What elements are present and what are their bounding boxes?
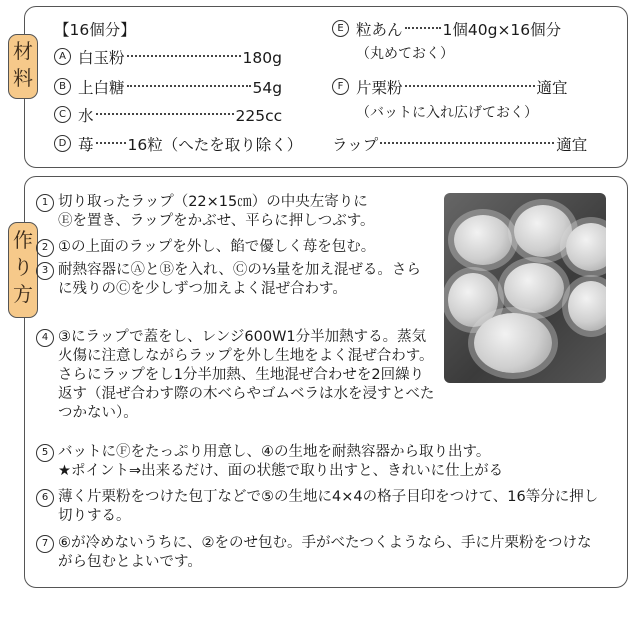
step-text: 薄く片栗粉をつけた包丁などで⑤の生地に4×4の格子目印をつけて、16等分に押し切りする。 — [58, 489, 599, 524]
step-6 — [41, 488, 603, 526]
mark-a-icon: A — [54, 48, 71, 65]
ingredient-row — [332, 135, 587, 155]
step-number: 3 — [36, 262, 54, 280]
ingredient-row — [54, 106, 282, 126]
tag-char: 作 — [13, 228, 33, 252]
mark-b-icon: B — [54, 78, 71, 95]
mochi-shape — [504, 263, 564, 313]
ingredient-row — [332, 78, 568, 98]
ingredient-row — [54, 78, 282, 98]
step-number: 6 — [36, 489, 54, 507]
tag-char: 材 — [13, 39, 33, 63]
step-text: ③にラップで蓋をし、レンジ600W1分半加熱する。蒸気火傷に注意しながらラップを外し生地をよく混ぜ合わす。さらにラップをし1分半加熱、生地混ぜ合わせを2回繰り返す（混ぜ合わす際の木べらやゴムベラは水を浸すとべたつかない）。 — [58, 329, 435, 421]
step-5 — [41, 443, 618, 481]
leader-dots — [127, 55, 241, 57]
step-2 — [41, 238, 378, 257]
step-3 — [41, 261, 428, 299]
leader-dots — [405, 27, 441, 29]
step-number: 7 — [36, 535, 54, 553]
method-tag — [8, 222, 38, 318]
leader-dots — [380, 142, 554, 144]
ingredient-row — [54, 135, 302, 155]
step-number: 1 — [36, 194, 54, 212]
ingredient-name: 苺 — [78, 136, 94, 154]
step-number: 4 — [36, 329, 54, 347]
step-1 — [41, 193, 378, 231]
ingredient-name: 水 — [78, 107, 94, 125]
ingredient-amount: 54g — [252, 79, 283, 97]
ingredient-name: 上白糖 — [78, 79, 125, 97]
ingredients-tag — [8, 34, 38, 99]
ingredient-name: 粒あん — [356, 21, 403, 39]
leader-dots — [96, 113, 234, 115]
ingredient-note: （丸めておく） — [356, 46, 454, 62]
mochi-shape — [454, 215, 512, 265]
step-7 — [41, 534, 603, 572]
mochi-shape — [474, 313, 552, 373]
ingredient-name: ラップ — [332, 136, 379, 154]
ingredient-amount: 16粒（へたを取り除く） — [127, 136, 303, 154]
step-point-note: ★ポイント⇒出来るだけ、面の状態で取り出すと、きれいに仕上がる — [58, 463, 504, 479]
step-number: 2 — [36, 239, 54, 257]
ingredient-amount: 225cc — [235, 107, 283, 125]
step-text: バットにⒻをたっぷり用意し、④の生地を耐熱容器から取り出す。 — [58, 444, 491, 460]
step-4 — [41, 328, 438, 423]
step-text: ⑥が冷めないうちに、②をのせ包む。手がべたつくようなら、手に片栗粉をつけながら包むとよいです。 — [58, 535, 592, 570]
mochi-shape — [514, 205, 572, 257]
mark-c-icon: C — [54, 106, 71, 123]
ingredient-note: （バットに入れ広げておく） — [356, 105, 538, 121]
mochi-shape — [568, 281, 606, 331]
ingredient-row — [332, 20, 561, 40]
mark-f-icon: F — [332, 78, 349, 95]
tag-char: 料 — [13, 66, 33, 90]
ingredient-amount: 適宜 — [556, 136, 588, 154]
tag-char: 方 — [13, 282, 33, 306]
ingredient-name: 白玉粉 — [78, 49, 125, 67]
tag-char: り — [13, 255, 33, 279]
step-text: 切り取ったラップ（22×15㎝）の中央左寄りにⒺを置き、ラップをかぶせ、平らに押しつぶす。 — [58, 194, 375, 229]
mark-e-icon: E — [332, 20, 349, 37]
mochi-photo — [444, 193, 606, 383]
ingredient-amount: 180g — [242, 49, 282, 67]
mochi-shape — [566, 223, 606, 271]
ingredient-name: 片栗粉 — [356, 79, 403, 97]
step-number: 5 — [36, 444, 54, 462]
mark-d-icon: D — [54, 135, 71, 152]
step-text: 耐熱容器にⒶとⒷを入れ、Ⓒの⅓量を加え混ぜる。さらに残りのⒸを少しずつ加えよく混ぜ合わす。 — [58, 262, 421, 297]
ingredient-amount: 適宜 — [536, 79, 568, 97]
step-text: ①の上面のラップを外し、餡で優しく苺を包む。 — [58, 239, 376, 255]
leader-dots — [405, 85, 535, 87]
ingredient-amount: 1個40g×16個分 — [442, 21, 562, 39]
leader-dots — [127, 85, 251, 87]
leader-dots — [96, 142, 126, 144]
servings-label: 【16個分】 — [54, 21, 136, 39]
ingredient-row — [54, 48, 282, 68]
